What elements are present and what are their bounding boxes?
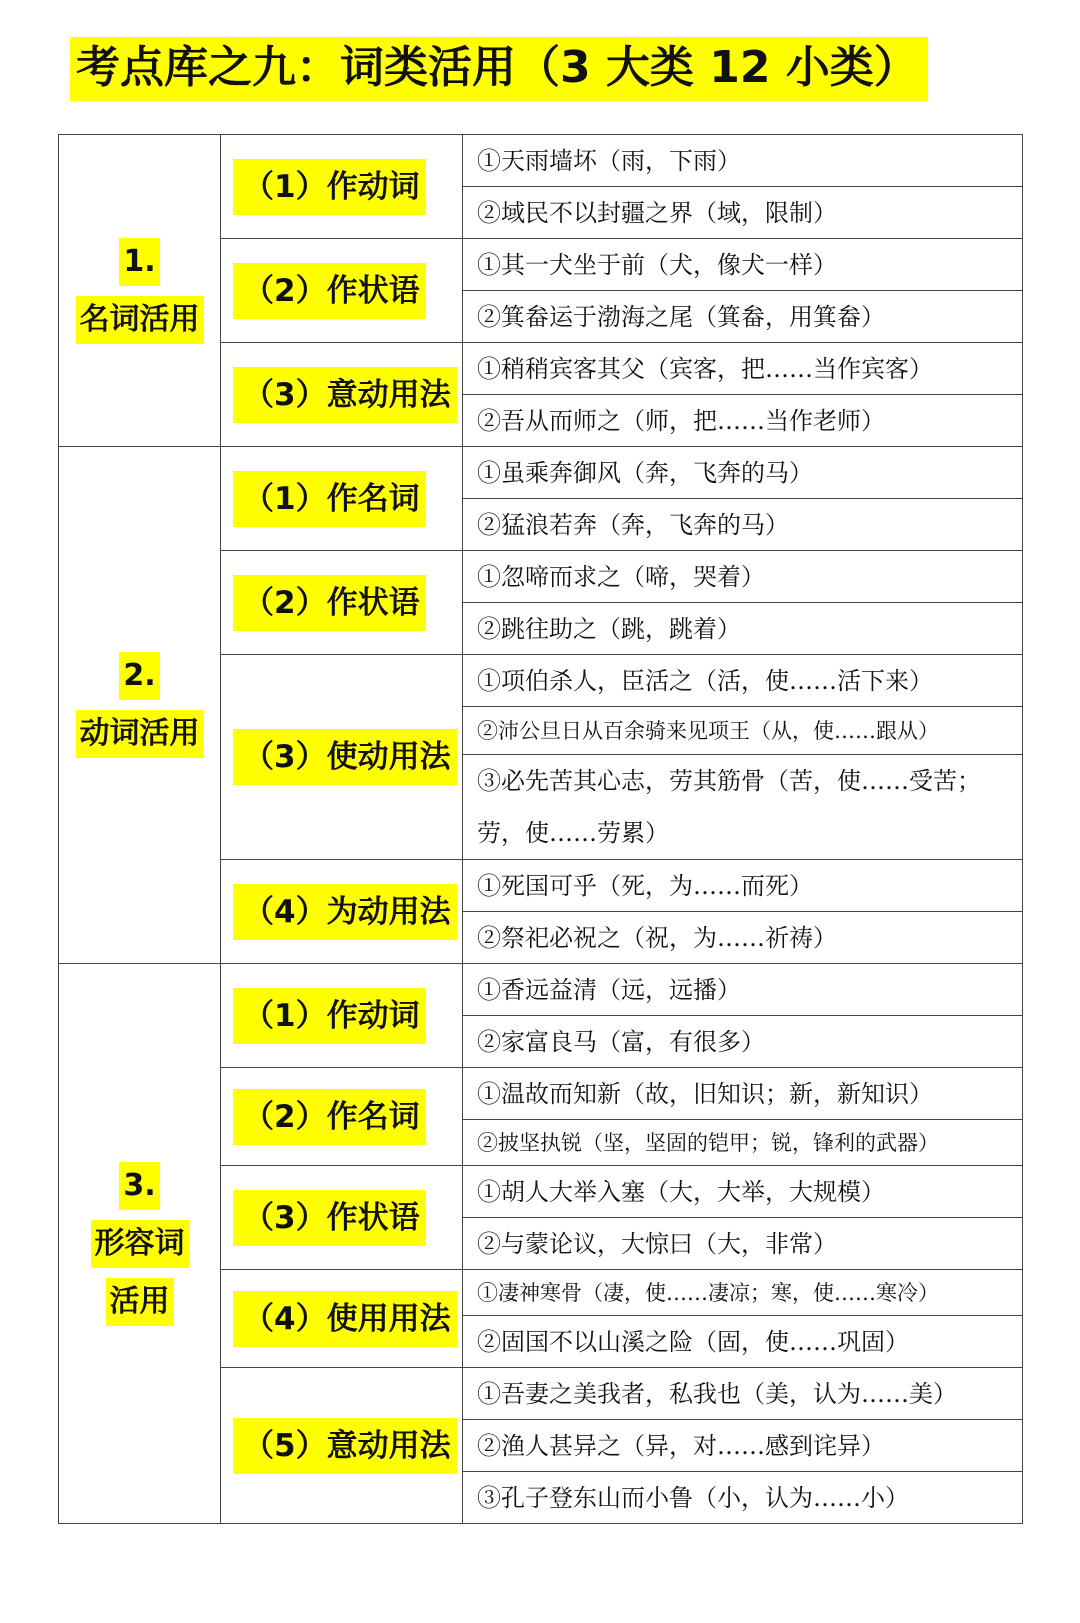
subtype-cell bbox=[221, 1068, 463, 1166]
subtype-cell bbox=[221, 1166, 463, 1270]
category-number: 1. bbox=[119, 238, 159, 286]
example-cell: ①其一犬坐于前（犬，像犬一样） bbox=[463, 239, 1023, 291]
example-cell: ②家富良马（富，有很多） bbox=[463, 1016, 1023, 1068]
example-cell: ②沛公旦日从百余骑来见项王（从，使……跟从） bbox=[463, 707, 1023, 755]
subtype-label: （4）为动用法 bbox=[233, 884, 457, 940]
subtype-label: （1）作动词 bbox=[233, 988, 426, 1044]
category-name: 活用 bbox=[106, 1278, 174, 1326]
subtype-cell bbox=[221, 343, 463, 447]
example-cell: ①香远益清（远，远播） bbox=[463, 964, 1023, 1016]
title-wrap bbox=[70, 37, 928, 101]
subtype-label: （4）使用用法 bbox=[233, 1291, 457, 1347]
subtype-cell bbox=[221, 1368, 463, 1524]
example-cell: ①项伯杀人，臣活之（活，使……活下来） bbox=[463, 655, 1023, 707]
category-cell-verb bbox=[59, 447, 221, 964]
subtype-label: （5）意动用法 bbox=[233, 1418, 457, 1474]
subtype-cell bbox=[221, 655, 463, 860]
example-cell: ②跳往助之（跳，跳着） bbox=[463, 603, 1023, 655]
example-cell: ①胡人大举入塞（大，大举，大规模） bbox=[463, 1166, 1023, 1218]
example-cell: ③孔子登东山而小鲁（小，认为……小） bbox=[463, 1472, 1023, 1524]
page-title: 考点库之九：词类活用（3 大类 12 小类） bbox=[70, 37, 928, 101]
example-cell: ①吾妻之美我者，私我也（美，认为……美） bbox=[463, 1368, 1023, 1420]
category-number: 3. bbox=[119, 1162, 159, 1210]
example-cell: ②猛浪若奔（奔，飞奔的马） bbox=[463, 499, 1023, 551]
example-cell: ①凄神寒骨（凄，使……凄凉；寒，使……寒冷） bbox=[463, 1270, 1023, 1316]
word-class-table bbox=[58, 134, 1023, 1524]
category-name: 名词活用 bbox=[76, 296, 204, 344]
subtype-label: （3）作状语 bbox=[233, 1190, 426, 1246]
subtype-cell bbox=[221, 135, 463, 239]
example-cell: ②渔人甚异之（异，对……感到诧异） bbox=[463, 1420, 1023, 1472]
subtype-label: （1）作动词 bbox=[233, 159, 426, 215]
category-name: 动词活用 bbox=[76, 710, 204, 758]
category-cell-adjective bbox=[59, 964, 221, 1524]
subtype-label: （3）意动用法 bbox=[233, 367, 457, 423]
example-cell: ①虽乘奔御风（奔，飞奔的马） bbox=[463, 447, 1023, 499]
category-name: 形容词 bbox=[91, 1220, 189, 1268]
example-cell: ②固国不以山溪之险（固，使……巩固） bbox=[463, 1316, 1023, 1368]
subtype-cell bbox=[221, 860, 463, 964]
example-cell: ②与蒙论议，大惊曰（大，非常） bbox=[463, 1218, 1023, 1270]
subtype-label: （2）作名词 bbox=[233, 1089, 426, 1145]
subtype-cell bbox=[221, 447, 463, 551]
example-cell: ②箕畚运于渤海之尾（箕畚，用箕畚） bbox=[463, 291, 1023, 343]
category-cell-noun bbox=[59, 135, 221, 447]
example-cell: ①稍稍宾客其父（宾客，把……当作宾客） bbox=[463, 343, 1023, 395]
example-cell: ①温故而知新（故，旧知识；新，新知识） bbox=[463, 1068, 1023, 1120]
category-number: 2. bbox=[119, 652, 159, 700]
subtype-cell bbox=[221, 964, 463, 1068]
subtype-cell bbox=[221, 239, 463, 343]
example-cell: ②吾从而师之（师，把……当作老师） bbox=[463, 395, 1023, 447]
subtype-cell bbox=[221, 1270, 463, 1368]
example-cell: ②域民不以封疆之界（域，限制） bbox=[463, 187, 1023, 239]
example-cell: ①死国可乎（死，为……而死） bbox=[463, 860, 1023, 912]
subtype-cell bbox=[221, 551, 463, 655]
example-cell: ②祭祀必祝之（祝，为……祈祷） bbox=[463, 912, 1023, 964]
subtype-label: （1）作名词 bbox=[233, 471, 426, 527]
example-cell: ①天雨墙坏（雨，下雨） bbox=[463, 135, 1023, 187]
example-cell: ①忽啼而求之（啼，哭着） bbox=[463, 551, 1023, 603]
subtype-label: （3）使动用法 bbox=[233, 729, 457, 785]
subtype-label: （2）作状语 bbox=[233, 575, 426, 631]
example-cell: ③必先苦其心志，劳其筋骨（苦，使……受苦；劳，使……劳累） bbox=[463, 755, 1023, 860]
example-cell: ②披坚执锐（坚，坚固的铠甲；锐，锋利的武器） bbox=[463, 1120, 1023, 1166]
subtype-label: （2）作状语 bbox=[233, 263, 426, 319]
